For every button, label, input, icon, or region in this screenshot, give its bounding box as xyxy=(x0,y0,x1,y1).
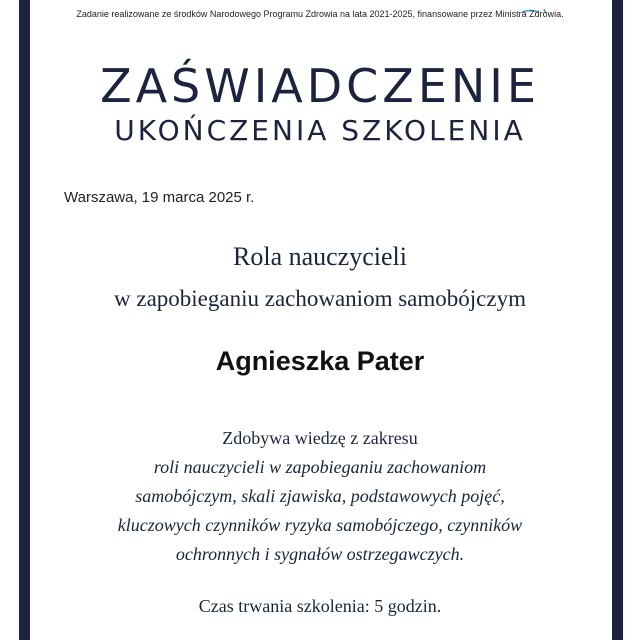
place-date: Warszawa, 19 marca 2025 r. xyxy=(64,189,255,206)
description-line: roli nauczycieli w zapobieganiu zachowaniom xyxy=(153,457,487,477)
description-lead: Zdobywa wiedzę z zakresu xyxy=(222,428,418,448)
course-duration: Czas trwania szkolenia: 5 godzin. xyxy=(198,596,442,616)
funding-note: Zadanie realizowane ze środków Narodowego Programu Zdrowia na lata 2021-2025, finansowane przez Ministra Zdrowia. xyxy=(76,9,564,19)
certificate-subtitle: UKOŃCZENIA SZKOLENIA xyxy=(114,114,526,147)
description-line: samobójczym, skali zjawiska, podstawowych pojęć, xyxy=(135,486,505,506)
logo-fragment xyxy=(520,0,550,4)
recipient-name: Agnieszka Pater xyxy=(215,346,425,376)
course-title-line2: w zapobieganiu zachowaniom samobójczym xyxy=(114,286,526,311)
course-description xyxy=(0,424,640,569)
description-line: kluczowych czynników ryzyka samobójczego, czynników xyxy=(117,515,523,535)
certificate-title: ZAŚWIADCZENIE xyxy=(100,59,540,113)
description-line: ochronnych i sygnałów ostrzegawczych. xyxy=(175,544,465,564)
course-title-line1: Rola nauczycieli xyxy=(233,242,407,271)
